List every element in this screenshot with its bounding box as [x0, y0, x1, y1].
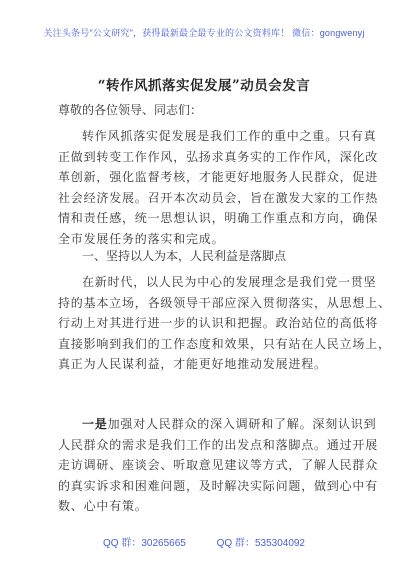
paragraph-line: 社会经济发展。召开本次动员会，旨在激发大家的工作热: [58, 190, 379, 205]
paragraph-lead: 一是: [82, 417, 108, 431]
paragraph-3: [58, 414, 379, 517]
paragraph-line: 情和责任感，统一思想认识，明确工作重点和方向，确保: [58, 211, 379, 225]
paragraph-line: 行动上对其进行进一步的认识和把握。政治站位的高低将: [58, 316, 379, 330]
paragraph-2: [58, 272, 391, 375]
document-title: “转作风抓落实促发展”动员会发言: [97, 78, 311, 94]
paragraph-line: 在新时代，以人民为中心的发展理念是我们党一贯坚: [82, 275, 377, 289]
paragraph-1: [58, 126, 379, 249]
paragraph-line: 人民群众的需求是我们工作的出发点和落脚点。通过开展: [58, 437, 379, 452]
paragraph-line: 直接影响到我们的工作态度和效果，只有站在人民立场上，: [58, 336, 391, 351]
paragraph-line: 正做到转变工作作风，弘扬求真务实的工作作风，深化改: [58, 149, 379, 164]
paragraph-line: 革创新，强化监督考核，才能更好地服务人民群众，促进: [58, 170, 379, 184]
footer: [0, 534, 408, 549]
paragraph-line: 持的基本立场，各级领导干部应深入贯彻落实，从思想上、: [58, 295, 391, 310]
paragraph-line: 真正为人民谋利益，才能更好地推动发展进程。: [58, 357, 327, 371]
qq-group-2: QQ 群：535304092: [216, 538, 305, 549]
paragraph-line: 数、心中有策。: [58, 499, 148, 513]
paragraph-line: 转作风抓落实促发展是我们工作的重中之重。只有真: [82, 129, 377, 143]
paragraph-line: 全市发展任务的落实和完成。: [58, 231, 225, 246]
paragraph-first-line: [58, 414, 377, 435]
qq-group-1: QQ 群：30265665: [103, 538, 186, 549]
paragraph-line: 的真实诉求和困难问题，及时解决实际问题，做到心中有: [58, 478, 379, 493]
paragraph-line-text: 加强对人民群众的深入调研和了解。深刻认识到: [107, 417, 377, 431]
section-heading: 一、坚持以人为本，人民利益是落脚点: [82, 249, 287, 263]
paragraph-line: 走访调研、座谈会、听取意见建议等方式，了解人民群众: [58, 458, 379, 472]
greeting: 尊敬的各位领导、同志们：: [58, 103, 203, 117]
header-banner: 关注头条号"公文研究"，获得最新最全最专业的公文资料库！ 微信：gongwenyj: [43, 28, 365, 38]
